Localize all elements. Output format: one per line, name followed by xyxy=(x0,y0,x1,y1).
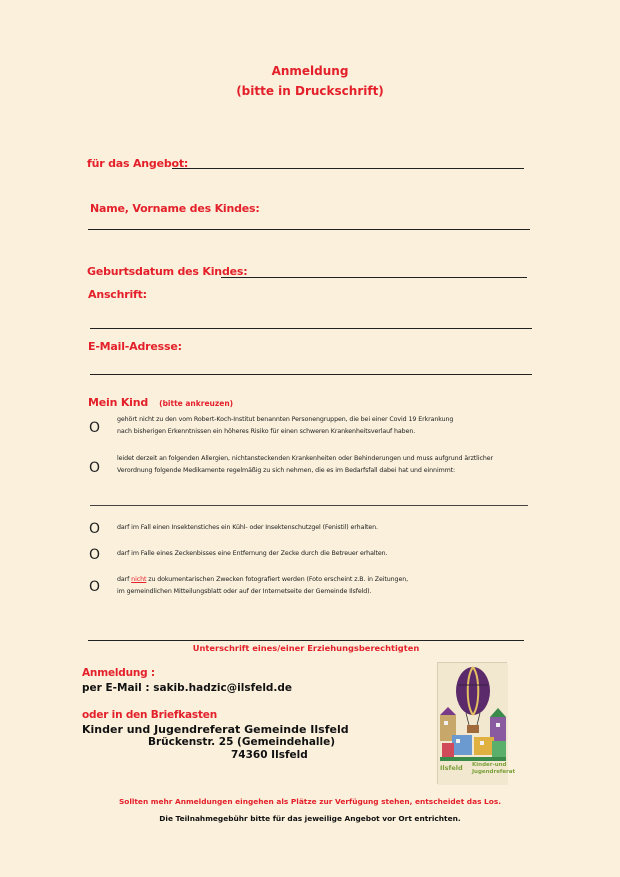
logo-text-right: Kinder-und Jugendreferat xyxy=(472,762,516,775)
email-label: E-Mail-Adresse: xyxy=(88,340,182,353)
birthdate-input-line[interactable] xyxy=(221,277,527,278)
option-3-text: darf im Fall einen Insektenstiches ein Kühl- oder Insektenschutzgel (Fenistil) erhalten. xyxy=(117,524,378,531)
email-input-line[interactable] xyxy=(90,374,532,375)
signature-label: Unterschrift eines/einer Erziehungsberechtigten xyxy=(192,643,420,653)
option-3-checkbox[interactable]: O xyxy=(89,521,101,537)
form-title: Anmeldung xyxy=(271,64,349,78)
option-5-text: darf nicht zu dokumentarischen Zwecken fotografiert werden (Foto erscheint z.B. in Zeitungen, im gemeindlichen Mitteilungsblatt oder auf der Internetseite der Gemeinde Ilsfeld). xyxy=(117,576,409,595)
mailbox-heading: oder in den Briefkasten xyxy=(82,709,217,721)
contact-org: Kinder und Jugendreferat Gemeinde Ilsfeld xyxy=(82,723,349,736)
birthdate-label: Geburtsdatum des Kindes: xyxy=(87,265,248,278)
address-input-line[interactable] xyxy=(90,328,532,329)
option-2-input-line[interactable] xyxy=(90,505,528,506)
offer-input-line[interactable] xyxy=(172,168,524,169)
option-4-checkbox[interactable]: O xyxy=(89,547,101,563)
option-5-checkbox[interactable]: O xyxy=(89,579,101,595)
footer-fee-note: Die Teilnahmegebühr bitte für das jeweilige Angebot vor Ort entrichten. xyxy=(159,814,461,823)
child-name-input-line[interactable] xyxy=(88,229,530,230)
not-highlight: nicht xyxy=(131,576,147,583)
footer-lottery-note: Sollten mehr Anmeldungen eingehen als Plätze zur Verfügung stehen, entscheidet das Los. xyxy=(118,797,502,806)
contact-city: 74360 Ilsfeld xyxy=(231,749,308,761)
offer-label: für das Angebot: xyxy=(87,157,189,170)
child-name-label: Name, Vorname des Kindes: xyxy=(90,202,260,215)
option-1-text: gehört nicht zu den vom Robert-Koch-Institut benannten Personengruppen, die bei einer Covid 19 Erkrankung nach bisherigen Erkenntnissen ein höheres Risiko für einen schweren Krankenheitsverlauf haben. xyxy=(117,416,454,435)
referat-logo xyxy=(437,662,516,784)
signature-line[interactable] xyxy=(88,640,524,641)
option-1-checkbox[interactable]: O xyxy=(89,420,101,436)
my-child-heading-row xyxy=(88,391,233,410)
option-2-text: leidet derzeit an folgenden Allergien, nichtansteckenden Krankenheiten oder Behinderungen und muss aufgrund ärztlicher Verordnung folgende Medikamente regelmäßig zu sich nehmen, die es im Bedarfsfall dabei hat und einnimmt: xyxy=(117,455,493,474)
address-label: Anschrift: xyxy=(88,288,147,301)
option-2-checkbox[interactable]: O xyxy=(89,460,101,476)
form-subtitle: (bitte in Druckschrift) xyxy=(236,84,384,98)
option-4-text: darf im Falle eines Zeckenbisses eine Entfernung der Zecke durch die Betreuer erhalten. xyxy=(117,550,388,557)
contact-street: Brückenstr. 25 (Gemeindehalle) xyxy=(148,736,336,748)
contact-heading: Anmeldung : xyxy=(82,667,155,679)
my-child-hint: (bitte ankreuzen) xyxy=(159,399,234,408)
my-child-heading: Mein Kind xyxy=(88,396,149,409)
contact-email: per E-Mail : sakib.hadzic@ilsfeld.de xyxy=(82,682,293,694)
logo-text-left: Ilsfeld xyxy=(440,764,463,772)
